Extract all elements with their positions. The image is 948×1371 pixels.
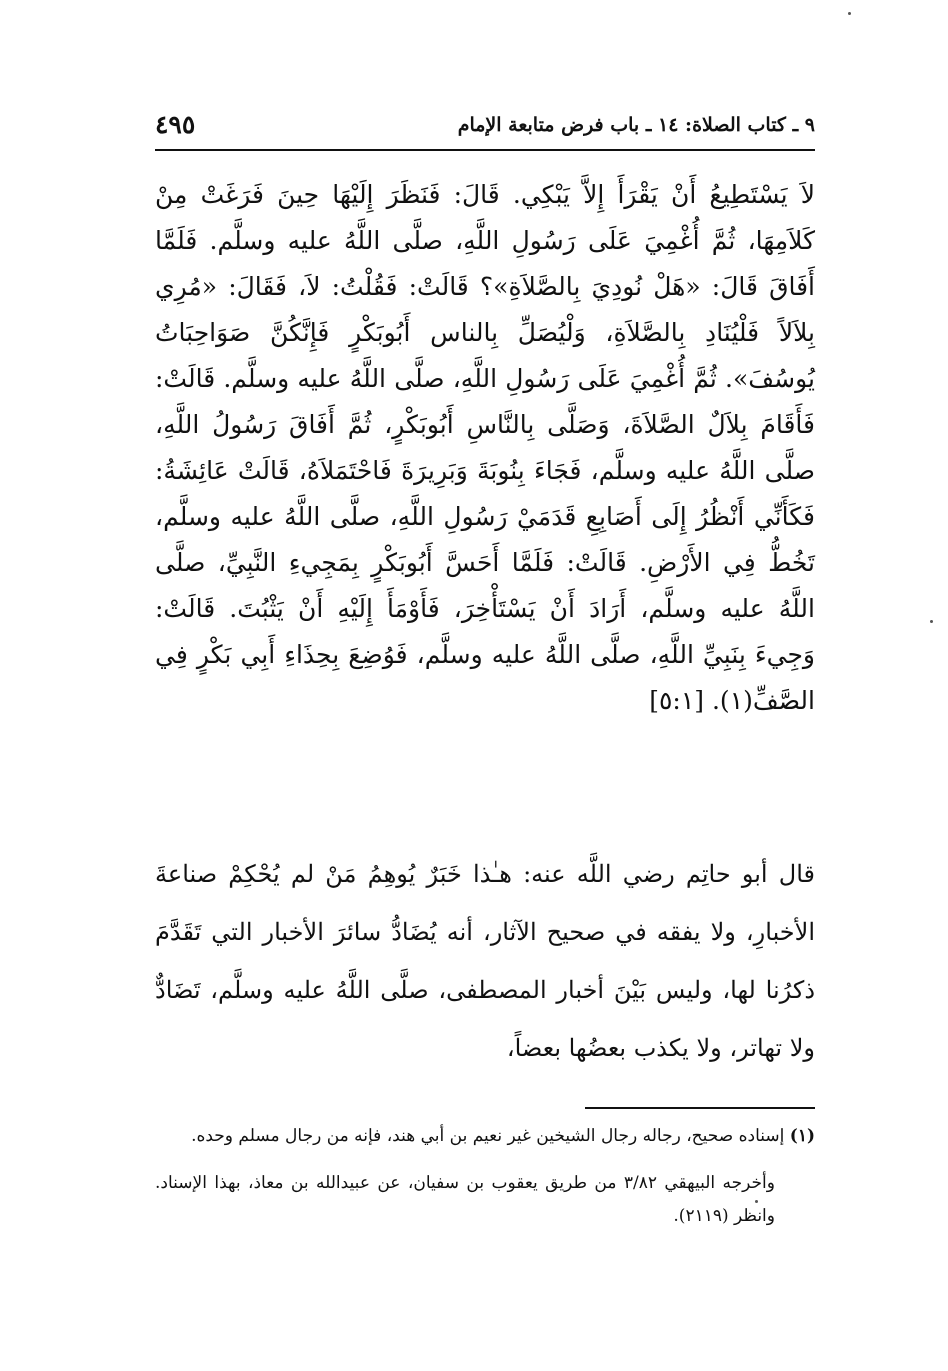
scan-speck [848,12,851,15]
scan-speck [755,1200,758,1203]
footnote-2 [155,1167,815,1233]
hadith-text [155,172,815,724]
hadith-paragraph: لاَ يَسْتَطِيعُ أَنْ يَقْرَأَ إِلاَّ يَبْكِي. قَالَ: فَنَظَرَ إِلَيْهَا حِينَ فَرَغَتْ مِنْ كَلاَمِهَا، ثُمَّ أُغْمِيَ عَلَى رَسُولِ اللَّهِ، صلَّى اللَّهُ عليه وسلَّم. فَلَمَّا أَفَاقَ قَالَ: «هَلْ نُودِيَ بِالصَّلاَةِ»؟ قَالَتْ: فَقُلْتُ: لاَ، فَقَالَ: «مُرِي بِلاَلاً فَلْيُنَادِ بِالصَّلاَةِ، وَلْيُصَلِّ بِالناس أَبُوبَكْرٍ فَإِنَّكُنَّ صَوَاحِبَاتُ يُوسُفَ». ثُمَّ أُغْمِيَ عَلَى رَسُولِ اللَّهِ، صلَّى اللَّهُ عليه وسلَّم. قَالَتْ: فَأَقَامَ بِلاَلٌ الصَّلاَةَ، وَصَلَّى بِالنَّاسِ أَبُوبَكْرٍ، ثُمَّ أَفَاقَ رَسُولُ اللَّهِ، صلَّى اللَّهُ عليه وسلَّم، فَجَاءَ بِنُوبَةَ وَبَرِيرَةَ فَاحْتَمَلاَهُ، قَالَتْ عَائِشَةُ: فَكَأَنِّي أَنْظُرُ إِلَى أَصَابِعِ قَدَمَيْ رَسُولِ اللَّهِ، صلَّى اللَّهُ عليه وسلَّم، تَخُطُّ فِي الأَرْضِ. قَالَتْ: فَلَمَّا أَحَسَّ أَبُوبَكْرٍ بِمَجِيءِ النَّبِيِّ، صلَّى اللَّهُ عليه وسلَّم، أَرَادَ أَنْ يَسْتَأْخِرَ، فَأَوْمَأَ إِلَيْهِ أَنْ يَثْبُتَ. قَالَتْ: وَجِيءَ بِنَبِيِّ اللَّهِ، صلَّى اللَّهُ عليه وسلَّم، فَوُضِعَ بِحِذَاءِ أَبِي بَكْرٍ فِي الصَّفِّ(١). [٥:١] [155,180,815,715]
page-number: ٤٩٥ [155,110,196,139]
footnote-2-text: وأخرجه البيهقي ٣/٨٢ من طريق يعقوب بن سفيان، عن عبيدالله بن معاذ، بهذا الإسناد. وانظر (٢١١٩). [155,1173,775,1226]
footnote-1 [155,1120,815,1153]
footnote-1-text: إسناده صحيح، رجاله رجال الشيخين غير نعيم بن أبي هند، فإنه من رجال مسلم وحده. [191,1126,785,1146]
footnote-1-number: (١) [789,1126,815,1146]
footnotes [155,1120,815,1247]
footnote-rule [585,1107,815,1109]
page-header [155,110,815,146]
commentary-text [155,845,815,1077]
running-title: ٩ ـ كتاب الصلاة: ١٤ ـ باب فرض متابعة الإمام [457,114,815,136]
scan-speck [930,620,933,623]
header-rule [155,149,815,151]
commentary-paragraph: قال أبو حاتِم رضي اللَّه عنه: هـٰذا خَبَرٌ يُوهِمُ مَنْ لم يُحْكِمْ صناعةَ الأخبارِ، ولا يفقه في صحيح الآثار، أنه يُضَادُّ سائرَ الأخبار التي تَقَدَّمَ ذكرُنا لها، وليس بَيْنَ أخبار المصطفى، صلَّى اللَّهُ عليه وسلَّم، تَضَادٌّ ولا تهاتر، ولا يكذب بعضُها بعضاً، [155,860,815,1062]
